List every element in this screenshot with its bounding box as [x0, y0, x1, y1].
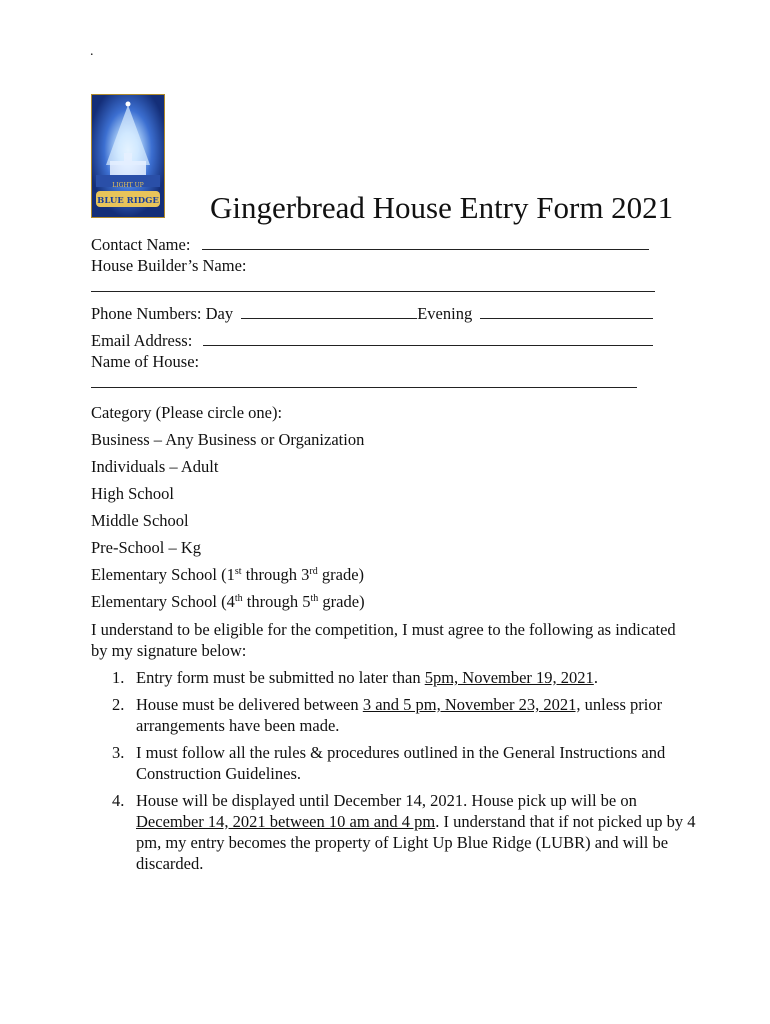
phone-evening-label: Evening: [417, 304, 473, 323]
item-number: 1.: [112, 668, 125, 687]
elem1-text-c: grade): [317, 565, 365, 584]
phone-evening-field[interactable]: [480, 303, 653, 319]
light-up-blue-ridge-logo: [91, 94, 165, 218]
elem1-sup1: st: [234, 566, 242, 577]
logo-line2: BLUE RIDGE: [97, 196, 159, 206]
item-number: 3.: [112, 743, 125, 762]
item-text-end: unless prior arrangements have been made.: [136, 695, 663, 735]
category-elementary-1-3[interactable]: [91, 561, 691, 588]
house-name-line-row: [91, 372, 691, 393]
category-preschool[interactable]: Pre-School – Kg: [91, 538, 201, 557]
email-label: Email Address:: [91, 331, 193, 350]
item-text: House must be delivered between: [136, 695, 363, 714]
category-elementary-4-5[interactable]: [91, 588, 691, 615]
elem1-text-a: Elementary School (1: [91, 565, 235, 584]
elem2-sup2: th: [310, 593, 319, 604]
elem2-text-c: grade): [318, 592, 365, 611]
logo-line1: LIGHT UP: [112, 182, 144, 189]
agreement-item-3: [91, 742, 696, 784]
builder-name-row: [91, 255, 691, 276]
phone-row: [91, 303, 691, 324]
page-title: Gingerbread House Entry Form 2021: [210, 190, 674, 225]
elem1-text-b: through 3: [241, 565, 310, 584]
contact-name-label: Contact Name:: [91, 235, 191, 254]
elem1-sup2: rd: [309, 566, 318, 577]
item-text: Entry form must be submitted no later than: [136, 668, 425, 687]
elem2-text-b: through 5: [242, 592, 311, 611]
item-number: 2.: [112, 695, 125, 714]
house-name-label: Name of House:: [91, 352, 200, 371]
contact-name-row: [91, 234, 691, 255]
form-body: [91, 234, 696, 874]
email-field[interactable]: [203, 330, 653, 346]
item-text: House will be displayed until December 14, 2021. House pick up will be on: [136, 791, 637, 810]
agreement-item-1: [91, 667, 696, 688]
item-underlined: December 14, 2021 between 10 am and 4 pm: [136, 812, 436, 831]
agreement-item-2: [91, 694, 696, 736]
agreement-intro: I understand to be eligible for the competition, I must agree to the following as indicated by my signature below:: [91, 620, 676, 660]
phone-day-field[interactable]: [241, 303, 417, 319]
email-row: [91, 330, 691, 351]
house-name-field[interactable]: [91, 372, 637, 388]
item-text-end: .: [593, 668, 598, 687]
item-underlined: 5pm, November 19, 2021: [424, 668, 594, 687]
item-underlined: 3 and 5 pm, November 23, 2021,: [362, 695, 581, 714]
item-text-end: . I understand that if not picked up by 4 pm, my entry becomes the property of Light Up Blue Ridge (LUBR) and will be discarded.: [136, 812, 696, 873]
builder-name-label: House Builder’s Name:: [91, 256, 247, 275]
contact-name-field[interactable]: [202, 234, 649, 250]
stray-dot: .: [90, 44, 94, 59]
agreement-item-4: [91, 790, 696, 874]
builder-name-field[interactable]: [91, 276, 655, 292]
category-heading: Category (Please circle one):: [91, 403, 283, 422]
elem2-text-a: Elementary School (4: [91, 592, 235, 611]
agreement-list: [91, 667, 696, 874]
category-individuals[interactable]: Individuals – Adult: [91, 457, 219, 476]
category-middle-school[interactable]: Middle School: [91, 511, 189, 530]
item-text: I must follow all the rules & procedures outlined in the General Instructions and Construction Guidelines.: [136, 743, 666, 783]
category-business[interactable]: Business – Any Business or Organization: [91, 430, 365, 449]
phone-day-label: Phone Numbers: Day: [91, 304, 234, 323]
category-high-school[interactable]: High School: [91, 484, 174, 503]
house-name-row: [91, 351, 691, 372]
builder-name-line-row: [91, 276, 691, 297]
item-number: 4.: [112, 791, 125, 810]
elem2-sup1: th: [234, 593, 243, 604]
